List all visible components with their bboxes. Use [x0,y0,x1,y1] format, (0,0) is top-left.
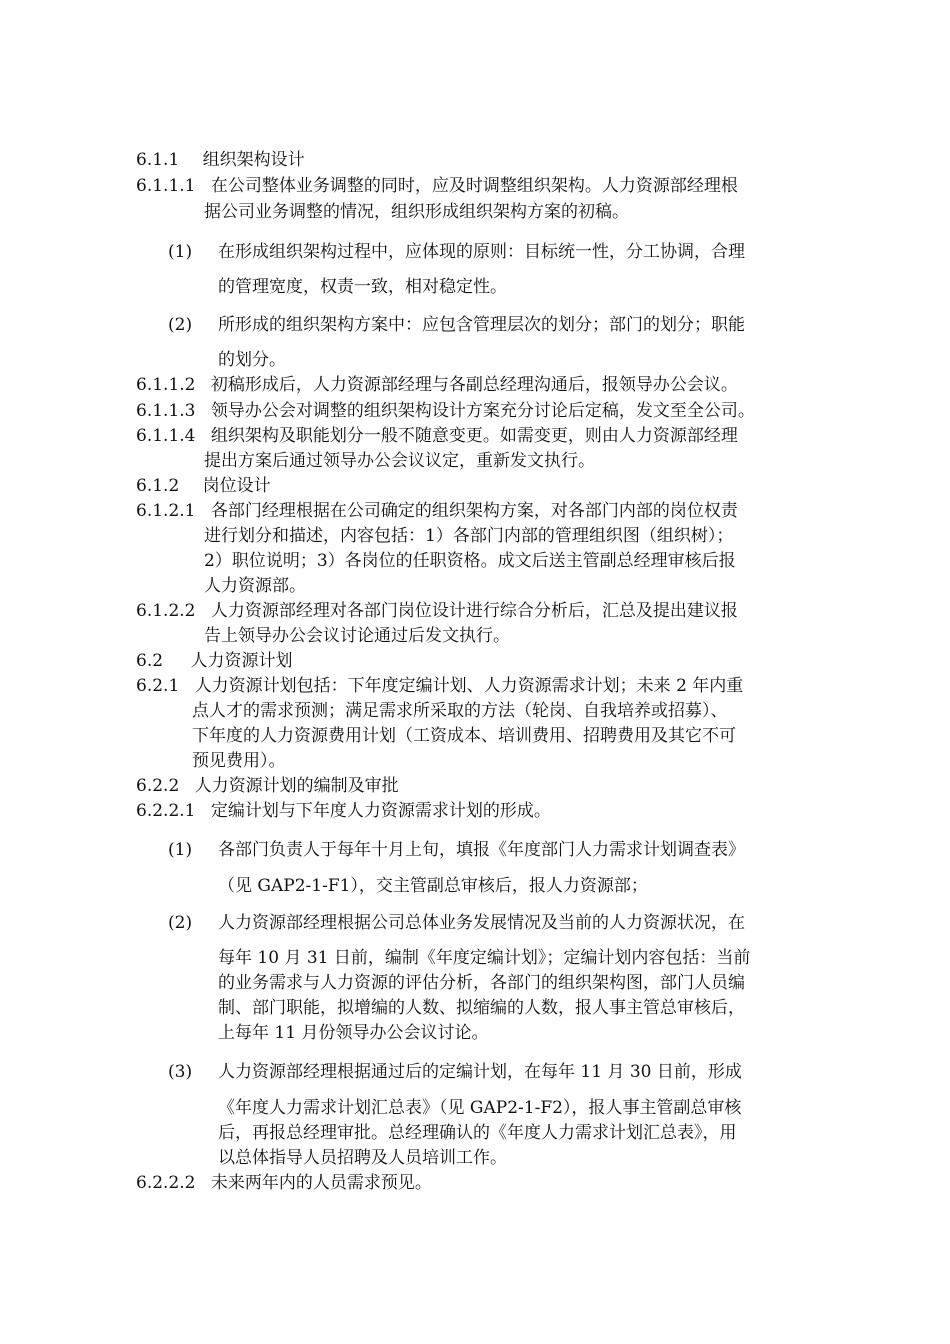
clause-text-continued: 点人才的需求预测；满足需求所采取的方法（轮岗、自我培养或招募）、 [192,701,728,721]
list-marker: (2) [168,913,193,933]
clause-text: 在公司整体业务调整的同时，应及时调整组织架构。人力资源部经理根 [210,176,738,196]
list-item-text-continued: 《年度人力需求计划汇总表》（见 GAP2-1-F2），报人事主管副总审核 [218,1098,742,1118]
clause-text-continued: 人力资源部。 [204,576,306,596]
clause-text: 人力资源计划包括：下年度定编计划、人力资源需求计划；未来 2 年内重 [194,676,744,696]
clause-number: 6.1.1.4 [136,426,196,446]
section-number: 6.2.2 [136,776,180,796]
clause-6-2-1 [136,674,743,698]
list-item-text: 所形成的组织架构方案中：应包含管理层次的划分；部门的划分；职能 [218,315,745,335]
clause-text: 人力资源部经理对各部门岗位设计进行综合分析后，汇总及提出建议报 [210,601,738,621]
heading-6-1-1 [136,148,305,172]
clause-number: 6.1.1.3 [136,401,196,421]
clause-6-1-1-1 [136,174,738,198]
clause-text-continued: 下年度的人力资源费用计划（工资成本、培训费用、招聘费用及其它不可 [192,726,736,746]
heading-6-2 [136,649,292,673]
clause-number: 6.1.2.1 [136,501,196,521]
clause-6-1-2-2 [136,599,738,623]
list-item-text-continued: （见 GAP2-1-F1），交主管副总审核后，报人力资源部； [218,876,648,896]
list-item-text-continued: 的管理宽度，权责一致，相对稳定性。 [218,277,507,297]
list-item-text: 各部门负责人于每年十月上旬，填报《年度部门人力需求计划调查表》 [218,840,745,860]
clause-6-1-2-1 [136,499,738,523]
section-number: 6.1.2 [136,476,180,496]
clause-number: 6.1.1.1 [136,176,196,196]
clause-text-continued: 提出方案后通过领导办公会议议定，重新发文执行。 [204,451,595,471]
heading-6-2-2 [136,774,399,798]
clause-number: 6.2.2.2 [136,1173,196,1193]
list-marker: (1) [168,242,193,262]
clause-text-continued: 据公司业务调整的情况，组织形成组织架构方案的初稿。 [204,202,629,222]
list-item-text: 人力资源部经理根据公司总体业务发展情况及当前的人力资源状况，在 [218,913,745,933]
clause-number: 6.2.2.1 [136,801,196,821]
section-title: 组织架构设计 [202,150,305,170]
clause-6-1-1-4 [136,424,738,448]
clause-text: 组织架构及职能划分一般不随意变更。如需变更，则由人力资源部经理 [210,426,738,446]
list-item-text: 人力资源部经理根据通过后的定编计划，在每年 11 月 30 日前，形成 [218,1062,742,1082]
list-marker: (3) [168,1062,193,1082]
section-title: 人力资源计划 [190,651,293,671]
clause-6-2-2-2 [136,1171,432,1195]
clause-text-continued: 2）职位说明；3）各岗位的任职资格。成文后送主管副总经理审核后报 [204,551,736,571]
section-number: 6.2 [136,651,164,671]
list-item-text: 在形成组织架构过程中，应体现的原则：目标统一性，分工协调，合理 [218,242,745,262]
heading-6-1-2 [136,474,271,498]
clause-text: 初稿形成后，人力资源部经理与各副总经理沟通后，报领导办公会议。 [210,375,738,395]
list-marker: (1) [168,840,193,860]
list-item-text-continued: 的业务需求与人力资源的评估分析，各部门的组织架构图，部门人员编 [218,973,745,993]
clause-text: 定编计划与下年度人力资源需求计划的形成。 [210,801,551,821]
clause-6-1-1-2 [136,373,738,397]
list-item-text-continued: 后，再报总经理审批。总经理确认的《年度人力需求计划汇总表》，用 [218,1123,737,1143]
clause-number: 6.1.2.2 [136,601,196,621]
list-item-text-continued: 上每年 11 月份领导办公会议讨论。 [218,1023,489,1043]
section-title: 岗位设计 [202,476,271,496]
list-item-text-continued: 以总体指导人员招聘及人员培训工作。 [218,1148,507,1168]
clause-text: 领导办公会对调整的组织架构设计方案充分讨论后定稿，发文至全公司。 [210,401,755,421]
clause-text: 各部门经理根据在公司确定的组织架构方案，对各部门内部的岗位权责 [210,501,738,521]
list-item-text-continued: 每年 10 月 31 日前，编制《年度定编计划》；定编计划内容包括：当前 [218,948,751,968]
list-item-text-continued: 的划分。 [218,350,286,370]
clause-text-continued: 预见费用）。 [192,751,286,771]
section-number: 6.1.1 [136,150,180,170]
clause-number: 6.2.1 [136,676,180,696]
list-item-text-continued: 制、部门职能，拟增编的人数、拟缩编的人数，报人事主管总审核后， [218,998,745,1018]
clause-number: 6.1.1.2 [136,375,196,395]
clause-6-1-1-3 [136,399,755,423]
list-marker: (2) [168,315,193,335]
clause-text-continued: 进行划分和描述，内容包括：1）各部门内部的管理组织图（组织树）； [204,526,734,546]
clause-text-continued: 告上领导办公会议讨论通过后发文执行。 [204,626,510,646]
clause-6-2-2-1 [136,799,551,823]
section-title: 人力资源计划的编制及审批 [194,776,399,796]
clause-text: 未来两年内的人员需求预见。 [210,1173,432,1193]
